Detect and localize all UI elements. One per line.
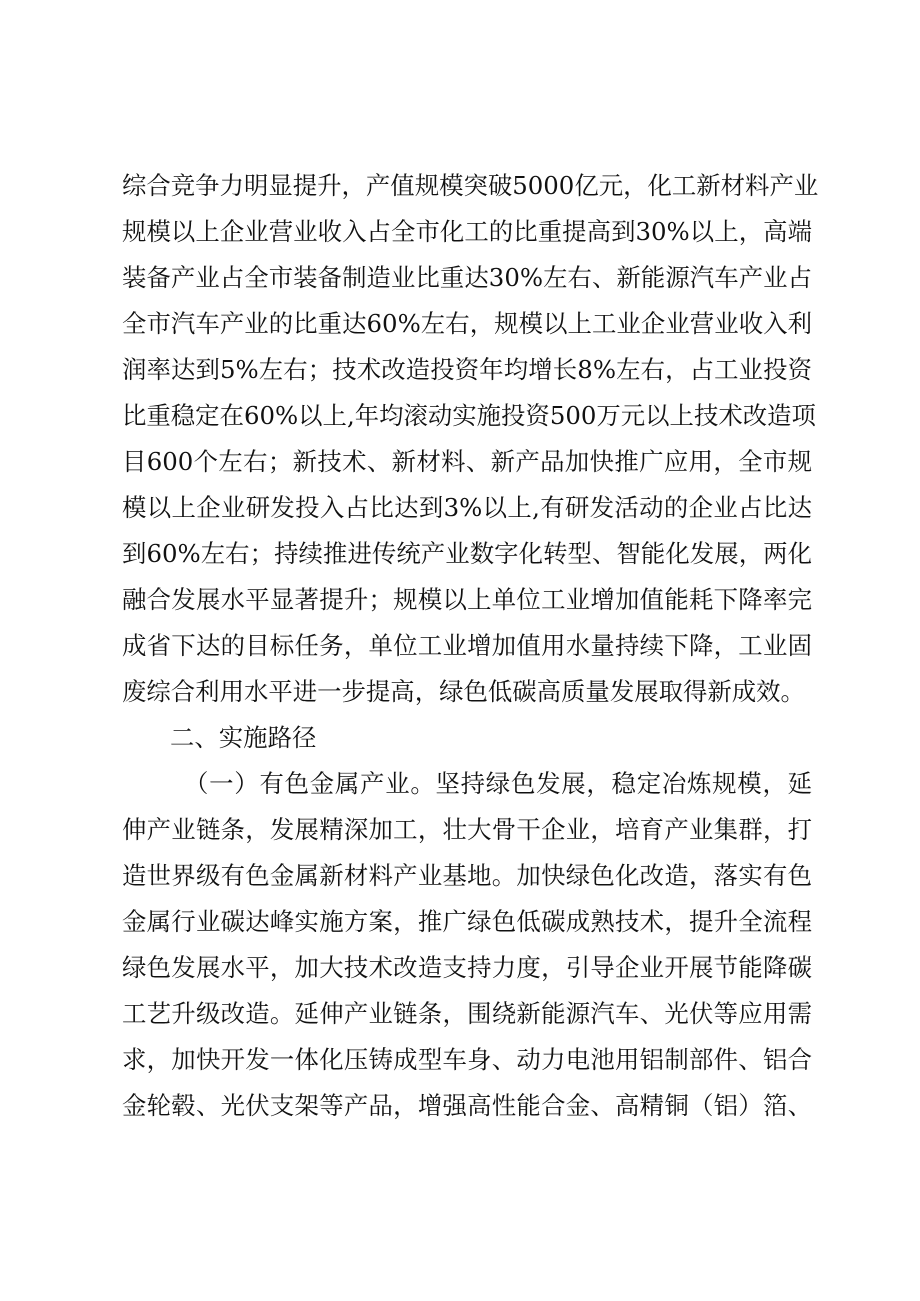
paragraph-line: 比重稳定在60%以上,年均滚动实施投资500万元以上技术改造项 [122, 401, 816, 430]
paragraph-line: 废综合利用水平进一步提高，绿色低碳高质量发展取得新成效。 [122, 677, 805, 706]
paragraph-line: 模以上企业研发投入占比达到3%以上,有研发活动的企业占比达 [122, 493, 812, 522]
paragraph-line: 到60%左右；持续推进传统产业数字化转型、智能化发展，两化 [122, 539, 812, 568]
paragraph-line: 规模以上企业营业收入占全市化工的比重提高到30%以上，高端 [122, 217, 812, 246]
paragraph-line: 伸产业链条，发展精深加工，壮大骨干企业，培育产业集群，打 [122, 815, 812, 844]
paragraph-line: （一）有色金属产业。坚持绿色发展，稳定冶炼规模，延 [184, 769, 812, 798]
section-heading: 二、实施路径 [170, 723, 317, 752]
paragraph-line: 造世界级有色金属新材料产业基地。加快绿色化改造，落实有色 [122, 861, 812, 890]
paragraph-line: 全市汽车产业的比重达60%左右，规模以上工业企业营业收入利 [122, 309, 812, 338]
paragraph-line: 金轮毂、光伏支架等产品，增强高性能合金、高精铜（铝）箔、 [122, 1091, 812, 1120]
paragraph-line: 润率达到5%左右；技术改造投资年均增长8%左右，占工业投资 [122, 355, 812, 384]
paragraph-line: 金属行业碳达峰实施方案，推广绿色低碳成熟技术，提升全流程 [122, 907, 812, 936]
paragraph-line: 目600个左右；新技术、新材料、新产品加快推广应用，全市规 [122, 447, 812, 476]
paragraph-line: 求，加快开发一体化压铸成型车身、动力电池用铝制部件、铝合 [122, 1045, 812, 1074]
paragraph-line: 成省下达的目标任务，单位工业增加值用水量持续下降，工业固 [122, 631, 812, 660]
paragraph-line: 装备产业占全市装备制造业比重达30%左右、新能源汽车产业占 [122, 263, 812, 292]
paragraph-line: 综合竞争力明显提升，产值规模突破5000亿元，化工新材料产业 [122, 171, 819, 200]
paragraph-line: 工艺升级改造。延伸产业链条，围绕新能源汽车、光伏等应用需 [122, 999, 812, 1028]
paragraph-line: 融合发展水平显著提升；规模以上单位工业增加值能耗下降率完 [122, 585, 812, 614]
paragraph-line: 绿色发展水平，加大技术改造支持力度，引导企业开展节能降碳 [122, 953, 812, 982]
